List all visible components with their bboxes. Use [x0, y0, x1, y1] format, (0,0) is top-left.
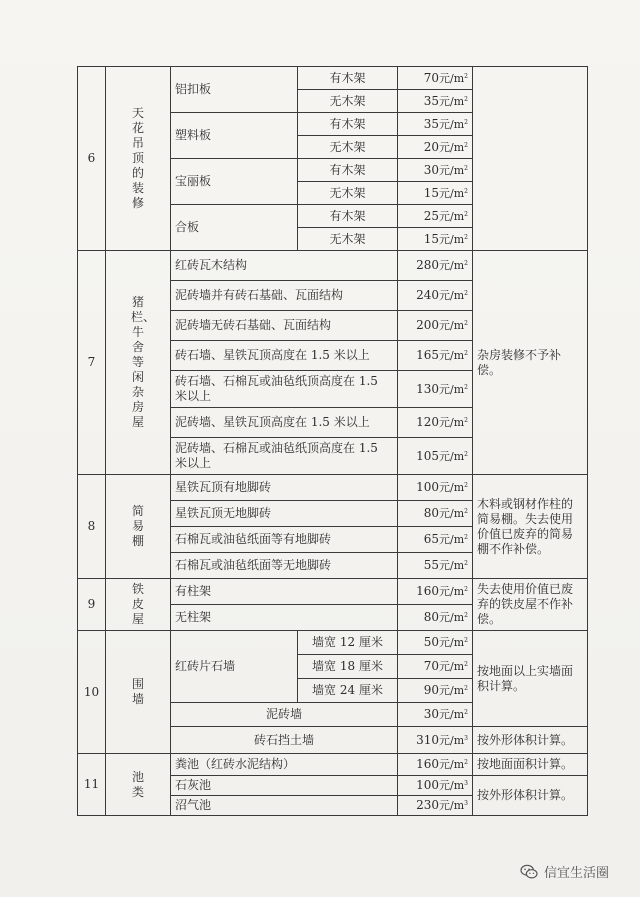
table-row — [78, 631, 588, 655]
item-name: 泥砖墙、石棉瓦或油毡纸顶高度在 1.5 米以上 — [171, 438, 398, 475]
category-label: 池类 — [131, 769, 144, 799]
row-number: 9 — [78, 579, 106, 631]
price-cell: 70元$/m^2$ — [398, 655, 473, 679]
category-label: 围墙 — [131, 677, 144, 706]
note-cell — [473, 67, 588, 251]
subitem-label: 有木架 — [298, 113, 398, 136]
table-row — [78, 579, 588, 605]
category-label: 简易棚 — [131, 504, 144, 548]
item-name: 石棉瓦或油毡纸面等无地脚砖 — [171, 553, 398, 579]
price-cell: 160元$/m^2$ — [398, 579, 473, 605]
item-name: 泥砖墙 — [171, 703, 398, 727]
row-number: 7 — [78, 251, 106, 475]
compensation-table — [77, 66, 588, 816]
item-name: 石棉瓦或油毡纸面等有地脚砖 — [171, 527, 398, 553]
item-name: 泥砖墙并有砖石基础、瓦面结构 — [171, 281, 398, 311]
item-name: 粪池（红砖水泥结构） — [171, 754, 398, 776]
price-cell: 200元$/m^2$ — [398, 311, 473, 341]
subitem-label: 无木架 — [298, 182, 398, 205]
category-label: 天花吊顶的装修 — [131, 106, 144, 210]
note-cell: 按外形体积计算。 — [473, 776, 588, 816]
price-cell: 35元$/m^2$ — [398, 113, 473, 136]
item-name: 红砖瓦木结构 — [171, 251, 398, 281]
price-cell: 30元$/m^2$ — [398, 159, 473, 182]
price-cell: 70元$/m^2$ — [398, 67, 473, 90]
price-cell: 120元$/m^2$ — [398, 408, 473, 438]
price-cell: 240元$/m^2$ — [398, 281, 473, 311]
row-number: 8 — [78, 475, 106, 579]
price-cell: 230元$/m^3$ — [398, 796, 473, 816]
price-cell: 65元$/m^2$ — [398, 527, 473, 553]
note-cell: 木料或钢材作柱的简易棚。失去使用价值已废弃的简易棚不作补偿。 — [473, 475, 588, 579]
note-cell: 失去使用价值已废弃的铁皮屋不作补偿。 — [473, 579, 588, 631]
category-cell — [106, 475, 171, 579]
row-number: 6 — [78, 67, 106, 251]
price-cell: 105元$/m^2$ — [398, 438, 473, 475]
price-cell: 25元$/m^2$ — [398, 205, 473, 228]
row-number: 10 — [78, 631, 106, 754]
category-label: 猪栏、牛舍等闲杂房屋 — [131, 295, 156, 429]
item-name: 砖石墙、石棉瓦或油毡纸顶高度在 1.5 米以上 — [171, 371, 398, 408]
subitem-label: 墙宽 18 厘米 — [298, 655, 398, 679]
table-row — [78, 475, 588, 501]
item-name: 砖石墙、星铁瓦顶高度在 1.5 米以上 — [171, 341, 398, 371]
item-name: 铝扣板 — [171, 67, 298, 113]
category-cell — [106, 251, 171, 475]
item-name: 宝丽板 — [171, 159, 298, 205]
price-cell: 160元$/m^2$ — [398, 754, 473, 776]
price-cell: 30元$/m^2$ — [398, 703, 473, 727]
table-row — [78, 251, 588, 281]
item-name: 沼气池 — [171, 796, 398, 816]
price-cell: 50元$/m^2$ — [398, 631, 473, 655]
subitem-label: 有木架 — [298, 205, 398, 228]
watermark-text: 信宜生活圈 — [544, 866, 610, 881]
price-cell: 35元$/m^2$ — [398, 90, 473, 113]
subitem-label: 有木架 — [298, 67, 398, 90]
item-name: 泥砖墙无砖石基础、瓦面结构 — [171, 311, 398, 341]
price-cell: 15元$/m^2$ — [398, 182, 473, 205]
item-name: 有柱架 — [171, 579, 398, 605]
table-row — [78, 754, 588, 776]
price-cell: 55元$/m^2$ — [398, 553, 473, 579]
price-cell: 20元$/m^2$ — [398, 136, 473, 159]
row-number: 11 — [78, 754, 106, 816]
item-name: 塑料板 — [171, 113, 298, 159]
category-cell — [106, 754, 171, 816]
item-name: 星铁瓦顶无地脚砖 — [171, 501, 398, 527]
item-name: 无柱架 — [171, 605, 398, 631]
price-cell: 15元$/m^2$ — [398, 228, 473, 251]
subitem-label: 墙宽 24 厘米 — [298, 679, 398, 703]
note-cell: 杂房装修不予补偿。 — [473, 251, 588, 475]
table-row — [78, 67, 588, 90]
category-cell — [106, 631, 171, 754]
note-cell: 按外形体积计算。 — [473, 727, 588, 754]
subitem-label: 墙宽 12 厘米 — [298, 631, 398, 655]
price-cell: 280元$/m^2$ — [398, 251, 473, 281]
wechat-icon — [520, 864, 538, 880]
subitem-label: 无木架 — [298, 136, 398, 159]
price-cell: 310元$/m^3$ — [398, 727, 473, 754]
item-name: 泥砖墙、星铁瓦顶高度在 1.5 米以上 — [171, 408, 398, 438]
category-cell — [106, 579, 171, 631]
subitem-label: 有木架 — [298, 159, 398, 182]
item-name: 星铁瓦顶有地脚砖 — [171, 475, 398, 501]
price-cell: 100元$/m^3$ — [398, 776, 473, 796]
item-name: 红砖片石墙 — [171, 631, 298, 703]
category-label: 铁皮屋 — [131, 582, 144, 626]
subitem-label: 无木架 — [298, 228, 398, 251]
item-name: 合板 — [171, 205, 298, 251]
note-cell: 按地面以上实墙面积计算。 — [473, 631, 588, 727]
price-cell: 100元$/m^2$ — [398, 475, 473, 501]
price-cell: 130元$/m^2$ — [398, 371, 473, 408]
price-cell: 80元$/m^2$ — [398, 501, 473, 527]
note-cell: 按地面面积计算。 — [473, 754, 588, 776]
category-cell — [106, 67, 171, 251]
item-name: 砖石挡土墙 — [171, 727, 398, 754]
price-cell: 90元$/m^2$ — [398, 679, 473, 703]
subitem-label: 无木架 — [298, 90, 398, 113]
price-cell: 165元$/m^2$ — [398, 341, 473, 371]
item-name: 石灰池 — [171, 776, 398, 796]
watermark — [520, 862, 609, 881]
price-cell: 80元$/m^2$ — [398, 605, 473, 631]
